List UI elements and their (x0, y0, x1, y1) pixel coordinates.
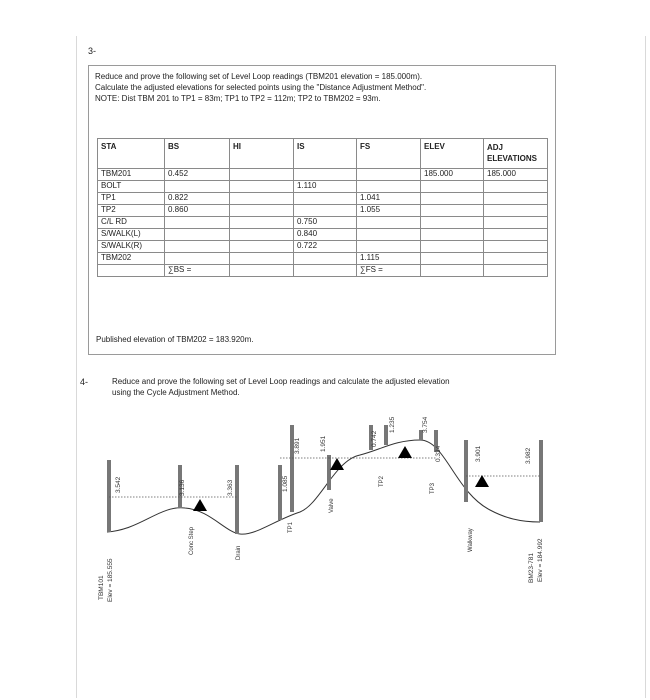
reading-4: 1.085 (282, 475, 289, 492)
cell-is: 0.750 (294, 217, 357, 229)
reading-6: 1.951 (320, 435, 327, 452)
cell-sta: S/WALK(R) (98, 241, 165, 253)
cell-fs: 1.115 (357, 253, 421, 265)
question-3-line-2: Calculate the adjusted elevations for selected points using the "Distance Adjustment Method". (95, 83, 427, 92)
header-sta: STA (98, 139, 165, 169)
header-elev: ELEV (421, 139, 484, 169)
cell-fs: 1.055 (357, 205, 421, 217)
header-is: IS (294, 139, 357, 169)
question-3-number: 3- (88, 46, 97, 56)
header-bs: BS (165, 139, 230, 169)
question-4-number: 4- (80, 377, 89, 387)
reading-8: 1.235 (389, 416, 396, 433)
header-adj-line-2: ELEVATIONS (487, 154, 537, 163)
instrument-triangle-2 (330, 458, 344, 470)
label-tp3: TP3 (430, 482, 436, 494)
instrument-triangle-4 (475, 475, 489, 487)
label-conc-step: Conc Step (189, 526, 195, 555)
cell-sta: S/WALK(L) (98, 229, 165, 241)
cell-adj: 185.000 (484, 169, 548, 181)
cell-sta: C/L RD (98, 217, 165, 229)
staff-readings (115, 416, 532, 496)
question-3-line-3: NOTE: Dist TBM 201 to TP1 = 83m; TP1 to TP2 = 112m; TP2 to TBM202 = 93m. (95, 94, 381, 103)
header-hi: HI (230, 139, 294, 169)
label-drain: Drain (236, 545, 242, 560)
lines-of-sight (109, 458, 541, 497)
cell-is: 0.840 (294, 229, 357, 241)
header-fs: FS (357, 139, 421, 169)
reading-1: 3.542 (115, 476, 122, 493)
end-benchmark-name: BM23-781 (528, 553, 535, 583)
cell-sta: TP2 (98, 205, 165, 217)
instrument-triangle-1 (193, 499, 207, 511)
header-adj-line-1: ADJ (487, 143, 504, 152)
label-walkway: Walkway (468, 528, 474, 552)
reading-5: 3.891 (294, 437, 301, 454)
reading-11: 3.901 (475, 445, 482, 462)
cell-sta: TBM201 (98, 169, 165, 181)
label-valve: Valve (329, 498, 335, 513)
label-tp1: TP1 (288, 521, 294, 533)
reading-3: 3.363 (227, 479, 234, 496)
cell-sta: TP1 (98, 193, 165, 205)
published-elevation: Published elevation of TBM202 = 183.920m. (96, 335, 254, 344)
benchmark-labels (98, 538, 544, 602)
end-benchmark-elev: Elev = 184.992 (537, 538, 544, 582)
cell-fs: 1.041 (357, 193, 421, 205)
label-tp2: TP2 (379, 475, 385, 487)
reading-10: 0.324 (435, 445, 442, 462)
question-4-line-2: using the Cycle Adjustment Method. (112, 388, 240, 397)
cell-sta: TBM202 (98, 253, 165, 265)
cell-is: 1.110 (294, 181, 357, 193)
cell-fs: ∑FS = (357, 265, 421, 277)
cell-bs: 0.822 (165, 193, 230, 205)
question-4-line-1: Reduce and prove the following set of Level Loop readings and calculate the adjusted elevation (112, 377, 450, 386)
cell-is: 0.722 (294, 241, 357, 253)
cell-bs: 0.860 (165, 205, 230, 217)
instrument-triangle-3 (398, 446, 412, 458)
reading-12: 3.982 (525, 447, 532, 464)
start-benchmark-name: TBM101 (98, 575, 105, 600)
cell-elev: 185.000 (421, 169, 484, 181)
reading-2: 3.136 (179, 479, 186, 496)
reading-9: 3.754 (422, 416, 429, 433)
start-benchmark-elev: Elev = 185.555 (107, 558, 114, 602)
cell-sta: BOLT (98, 181, 165, 193)
cell-bs: ∑BS = (165, 265, 230, 277)
reading-7: 0.742 (371, 430, 378, 447)
cell-bs: 0.452 (165, 169, 230, 181)
question-3-line-1: Reduce and prove the following set of Level Loop readings (TBM201 elevation = 185.000m). (95, 72, 423, 81)
